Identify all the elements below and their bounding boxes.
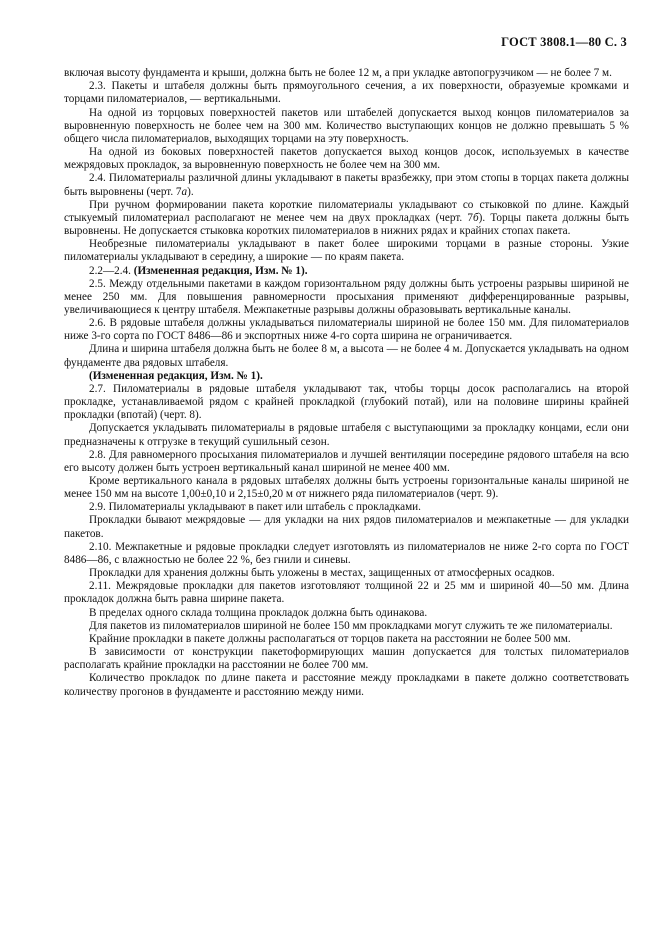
paragraph-protruding-ends: Допускается укладывать пиломатериалы в рядовые штабеля с выступающими за прокладку концами, если они предназначены к отгрузке в текущий сушильный сезон.: [64, 422, 629, 448]
page-header: ГОСТ 3808.1—80 С. 3: [501, 35, 627, 49]
text-run: ). Торцы пакета должны быть выровнены. Не допускается стыковка коротких пиломатериалов в нижних рядах и крайних стопах пакета.: [64, 211, 629, 238]
amendment-note: (Измененная редакция, Изм. № 1).: [133, 264, 308, 277]
paragraph-spacer-thickness: В пределах одного склада толщина прокладок должна быть одинакова.: [89, 606, 428, 619]
paragraph-stack-size: Длина и ширина штабеля должна быть не более 8 м, а высота — не более 4 м. Допускается укладывать на одном фундаменте два рядовых штабеля.: [64, 343, 629, 369]
figure-ref-letter: б: [473, 211, 479, 224]
paragraph-2-6: 2.6. В рядовые штабеля должны укладываться пиломатериалы шириной не более 150 мм. Для пиломатериалов ниже 3-го сорта по ГОСТ 8486—86 и экспортных ниже 4-го сорта ширина не ограничивается.: [64, 317, 629, 343]
paragraph-2-7: 2.7. Пиломатериалы в рядовые штабеля укладывают так, чтобы торцы досок располагались на второй прокладке, устанавливаемой рядом с крайней прокладкой (глубокий потай), или на половине ширины крайней прокладки (впотай) (черт. 8).: [64, 382, 629, 422]
amendment-note: (Измененная редакция, Изм. № 1).: [89, 369, 263, 382]
paragraph-end-spacers: Крайние прокладки в пакете должны располагаться от торцов пакета на расстоянии не более 500 мм.: [89, 632, 571, 645]
paragraph-thick-lumber: В зависимости от конструкции пакетоформирующих машин допускается для толстых пиломатериалов располагать крайние прокладки на расстоянии не более 700 мм.: [64, 646, 629, 672]
figure-ref-letter: а: [181, 185, 188, 198]
paragraph-2-9: 2.9. Пиломатериалы укладывают в пакет или штабель с прокладками.: [89, 501, 421, 514]
paragraph-end-face: На одной из торцовых поверхностей пакетов или штабелей допускается выход концов пиломатериалов за выровненную поверхность не более чем на 300 мм. Количество выступающих концов не должно превышать 5 % общего числа пиломатериалов, выходящих торцами на эту поверхность.: [64, 106, 629, 145]
text-run: 2.2—2.4.: [89, 264, 134, 277]
paragraph-amendment-2-2-2-4: [64, 265, 629, 278]
paragraph-2-8: 2.8. Для равномерного просыхания пиломатериалов и лучшей вентиляции посередине рядового штабеля на всю его высоту должен быть устроен вертикальный канал шириной не менее 400 мм.: [64, 448, 629, 474]
paragraph-2-4: [64, 172, 629, 198]
paragraph-narrow-lumber-spacers: Для пакетов из пиломатериалов шириной не более 150 мм прокладками могут служить те же пиломатериалы.: [89, 619, 613, 632]
paragraph-spacer-count: Количество прокладок по длине пакета и расстояние между прокладками в пакете должно соответствовать количеству прогонов в фундаменте и расстоянию между ними.: [64, 672, 629, 698]
paragraph-height-continuation: включая высоту фундамента и крыши, должна быть не более 12 м, а при укладке автопогрузчиком — не более 7 м.: [64, 67, 612, 80]
paragraph-side-face: На одной из боковых поверхностей пакетов допускается выход концов досок, используемых в качестве межрядовых прокладок, за выровненную поверхность не более чем на 300 мм.: [64, 146, 629, 172]
text-run: ).: [187, 185, 194, 198]
paragraph-horizontal-channels: Кроме вертикального канала в рядовых штабелях должны быть устроены горизонтальные каналы шириной не менее 150 мм на высоте 1,00±0,10 и 2,15±0,20 м от нижнего ряда пиломатериалов (черт. 9).: [64, 475, 629, 501]
paragraph-manual-forming: [64, 199, 629, 238]
text-run: При ручном формировании пакета короткие пиломатериалы укладывают со стыковкой по длине. Каждый стыкуемый пиломатериал располагают не менее чем на двух прокладках (черт. 7: [64, 198, 629, 224]
paragraph-2-10: 2.10. Межпакетные и рядовые прокладки следует изготовлять из пиломатериалов не ниже 2-го сорта по ГОСТ 8486—86, с влажностью не более 22 %, без гнили и синевы.: [64, 540, 629, 566]
paragraph-spacer-types: Прокладки бывают межрядовые — для укладки на них рядов пиломатериалов и межпакетные — для укладки пакетов.: [64, 514, 629, 540]
paragraph-unedged: Необрезные пиломатериалы укладывают в пакет более широкими торцами в разные стороны. Узкие пиломатериалы укладывают в середину, а широкие — по краям пакета.: [64, 238, 629, 264]
paragraph-amendment-2-6: [64, 370, 629, 383]
paragraph-2-5: 2.5. Между отдельными пакетами в каждом горизонтальном ряду должны быть устроены разрывы шириной не менее 250 мм. Для повышения равномерности просыхания применяют дифференцированные разрывы, увеличивающиеся к центру штабеля. Межпакетные разрывы должны образовывать вертикальные каналы.: [64, 277, 629, 316]
text-run: 2.4. Пиломатериалы различной длины укладывают в пакеты вразбежку, при этом стопы в торцах пакета должны быть выровнены (черт. 7: [64, 172, 629, 198]
paragraph-spacer-storage: Прокладки для хранения должны быть уложены в местах, защищенных от атмосферных осадков.: [89, 567, 555, 580]
paragraph-2-3: 2.3. Пакеты и штабеля должны быть прямоугольного сечения, а их поверхности, образуемые кромками и торцами пиломатериалов, — вертикальными.: [64, 80, 629, 106]
paragraph-2-11: 2.11. Межрядовые прокладки для пакетов изготовляют толщиной 22 и 25 мм и шириной 40—50 мм. Длина прокладок должна быть равна ширине пакета.: [64, 580, 629, 606]
